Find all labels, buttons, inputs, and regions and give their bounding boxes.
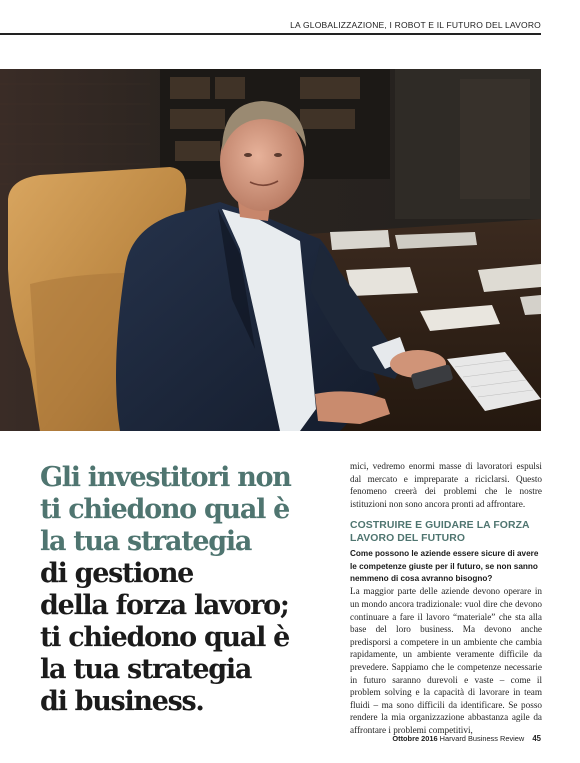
article-column: [350, 460, 542, 737]
pull-quote-line: la tua strategia: [40, 526, 252, 557]
header-rule: [0, 33, 541, 35]
section-heading: COSTRUIRE E GUIDARE LA FORZA LAVORO DEL FUTURO: [350, 520, 530, 544]
pull-quote-line: della forza lavoro;: [40, 590, 289, 621]
page-number: 45: [532, 734, 541, 743]
footer-month: Ottobre 2016: [392, 734, 438, 743]
interview-answer: La maggior parte delle aziende devono operare in un mondo ancora tradizionale: vuol dire che devono continuare a fare il lavoro “materiale” che sta alla base del loro business. Ma devono anche predisporsi a competere in un ambiente che cambia rapidamente, un ambiente veramente difficile da prevedere. Sappiamo che le competenze necessarie in futuro saranno durevoli e vaste – come il problem solving e la capacità di lavorare in team fluidi – ma sono difficili da identificare. Se posso rendere la mia organizzazione abbastanza agile da affrontare i problemi competitivi,: [350, 586, 542, 735]
page-footer: [392, 734, 541, 746]
pull-quote-line: ti chiedono qual è: [40, 622, 289, 653]
interview-question: Come possono le aziende essere sicure di avere le competenze giuste per il futuro, se non sanno nemmeno di cosa avranno bisogno?: [350, 549, 539, 583]
pull-quote: [40, 462, 335, 718]
portrait-photo: [0, 69, 541, 431]
pull-quote-line: di business.: [40, 686, 204, 717]
lead-paragraph: mici, vedremo enormi masse di lavoratori espulsi dal mercato e impreparate a riciclarsi. Questo fenomeno creerà dei problemi che le nostre istituzioni non sono ancora pronti ad affrontare.: [350, 461, 542, 509]
running-header: LA GLOBALIZZAZIONE, I ROBOT E IL FUTURO DEL LAVORO: [290, 20, 541, 30]
footer-publication: Harvard Business Review: [439, 734, 525, 743]
pull-quote-line: di gestione: [40, 558, 194, 589]
pull-quote-line: Gli investitori non: [40, 462, 291, 493]
pull-quote-line: la tua strategia: [40, 654, 252, 685]
pull-quote-line: ti chiedono qual è: [40, 494, 289, 525]
